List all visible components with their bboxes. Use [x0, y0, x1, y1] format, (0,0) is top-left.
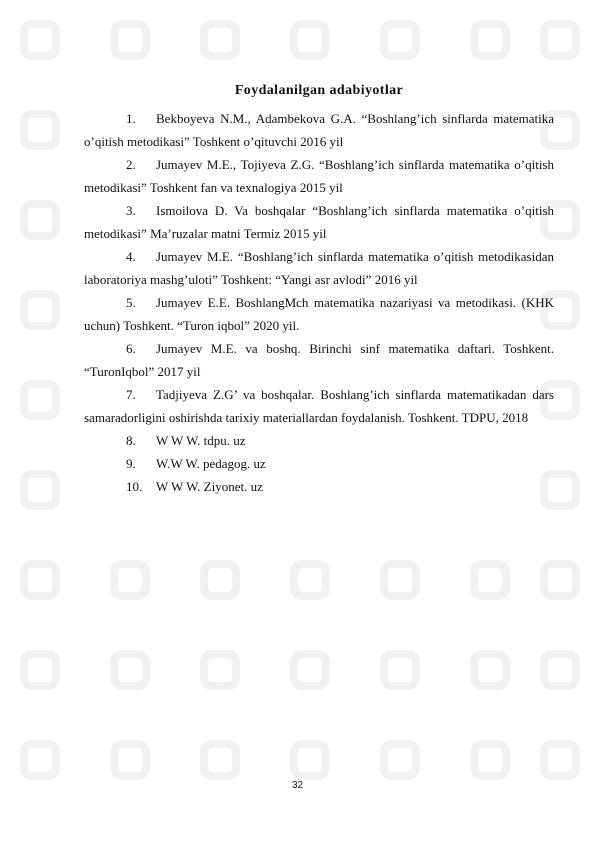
- reference-number: 7.: [126, 387, 136, 402]
- list-item: [84, 291, 554, 337]
- reference-text[interactable]: W W W. Ziyonet. uz: [156, 479, 263, 494]
- reference-number: 9.: [126, 456, 136, 471]
- reference-list: [84, 107, 554, 498]
- reference-text: Tadjiyeva Z.G’ va boshqalar. Boshlang’ich sinflarda matematikadan dars samaradorligini oshirishda tarixiy materiallardan foydalanish. Toshkent. TDPU, 2018: [84, 387, 554, 425]
- list-item: [84, 475, 554, 498]
- list-item: [84, 107, 554, 153]
- page-number: 32: [291, 780, 304, 791]
- list-item: [84, 245, 554, 291]
- reference-number: 6.: [126, 341, 136, 356]
- page-title: Foydalanilgan adabiyotlar: [234, 83, 404, 98]
- list-item: [84, 383, 554, 429]
- reference-number: 5.: [126, 295, 136, 310]
- reference-text: Jumayev M.E. va boshq. Birinchi sinf matematika daftari. Toshkent. “TuronIqbol” 2017 yil: [84, 341, 554, 379]
- reference-text: Jumayev M.E., Tojiyeva Z.G. “Boshlang’ich sinflarda matematika o’qitish metodikasi” Toshkent fan va texnalogiya 2015 yil: [84, 157, 554, 195]
- list-item: [84, 429, 554, 452]
- reference-number: 10.: [126, 479, 143, 494]
- reference-text: Jumayev E.E. BoshlangMch matematika nazariyasi va metodikasi. (KHK uchun) Toshkent. “Turon iqbol” 2020 yil.: [84, 295, 554, 333]
- reference-text[interactable]: W W W. tdpu. uz: [156, 433, 246, 448]
- list-item: [84, 199, 554, 245]
- reference-text: Bekboyeva N.M., Adambekova G.A. “Boshlang’ich sinflarda matematika o’qitish metodikasi” Toshkent o’qituvchi 2016 yil: [84, 111, 554, 149]
- reference-number: 2.: [126, 157, 136, 172]
- list-item: [84, 452, 554, 475]
- reference-number: 1.: [126, 111, 136, 126]
- reference-text: Ismoilova D. Va boshqalar “Boshlang’ich sinflarda matematika o’qitish metodikasi” Ma’ruzalar matni Termiz 2015 yil: [84, 203, 554, 241]
- reference-number: 3.: [126, 203, 136, 218]
- list-item: [84, 153, 554, 199]
- reference-text[interactable]: W.W W. pedagog. uz: [156, 456, 266, 471]
- reference-number: 8.: [126, 433, 136, 448]
- list-item: [84, 337, 554, 383]
- reference-number: 4.: [126, 249, 136, 264]
- reference-text: Jumayev M.E. “Boshlang’ich sinflarda matematika o’qitish metodikasidan laboratoriya mashg’uloti” Toshkent: “Yangi asr avlodi” 2016 yil: [84, 249, 554, 287]
